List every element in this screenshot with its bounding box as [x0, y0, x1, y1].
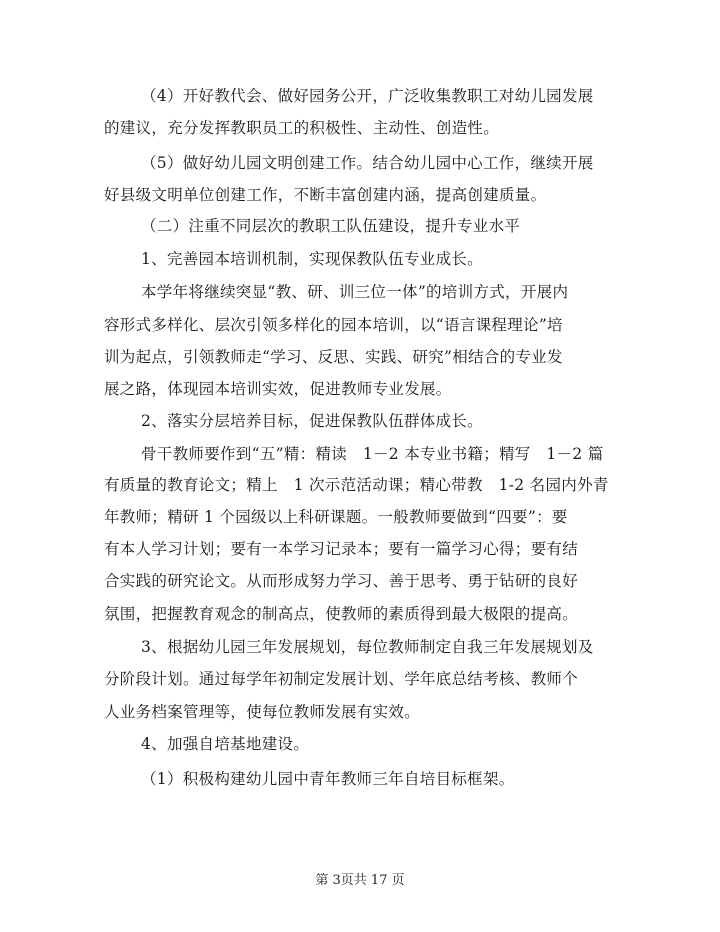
paragraph-line: （5）做好幼儿园文明创建工作。结合幼儿园中心工作，继续开展 [141, 154, 594, 172]
paragraph-line: 的建议，充分发挥教职员工的积极性、主动性、创造性。 [104, 119, 500, 137]
section-heading: （二）注重不同层次的教职工队伍建设，提升专业水平 [141, 217, 521, 235]
paragraph-line: 人业务档案管理等，使每位教师发展有实效。 [104, 703, 421, 721]
paragraph-line: 容形式多样化、层次引领多样化的园本培训，以“语言课程理论”培 [104, 316, 563, 334]
paragraph-line: 合实践的研究论文。从而形成努力学习、善于思考、勇于钻研的良好 [104, 572, 579, 590]
paragraph-line: 好县级文明单位创建工作，不断丰富创建内涵，提高创建质量。 [104, 186, 547, 204]
paragraph-line: 骨干教师要作到“五”精：精读 1－2 本专业书籍；精写 1－2 篇 [141, 445, 604, 463]
paragraph-line: （4）开好教代会、做好园务公开，广泛收集教职工对幼儿园发展 [141, 87, 594, 105]
paragraph-line: 有本人学习计划；要有一本学习记录本；要有一篇学习心得；要有结 [104, 540, 579, 558]
subsection-heading: 4、加强自培基地建设。 [141, 735, 310, 753]
subsection-heading: 3、根据幼儿园三年发展规划，每位教师制定自我三年发展规划及 [141, 638, 594, 656]
paragraph-line: 氛围，把握教育观念的制高点，使教师的素质得到最大极限的提高。 [104, 605, 579, 623]
paragraph-line: 训为起点，引领教师走“学习、反思、实践、研究”相结合的专业发 [104, 348, 563, 366]
paragraph-line: 年教师；精研 1 个园级以上科研课题。一般教师要做到“四要”：要 [104, 508, 568, 526]
subsection-heading: 2、落实分层培养目标，促进保教队伍群体成长。 [141, 412, 483, 430]
paragraph-line: 展之路，体现园本培训实效，促进教师专业发展。 [104, 380, 452, 398]
page-number-footer: 第 3页共 17 页 [315, 873, 405, 888]
paragraph-line: 有质量的教育论文；精上 1 次示范活动课；精心带教 1-2 名园内外青 [104, 476, 609, 494]
subsection-heading: 1、完善园本培训机制，实现保教队伍专业成长。 [141, 250, 483, 268]
paragraph-line: 分阶段计划。通过每学年初制定发展计划、学年底总结考核、教师个 [104, 670, 579, 688]
paragraph-line: （1）积极构建幼儿园中青年教师三年自培目标框架。 [141, 770, 515, 788]
paragraph-line: 本学年将继续突显“教、研、训三位一体”的培训方式，开展内 [141, 283, 569, 301]
